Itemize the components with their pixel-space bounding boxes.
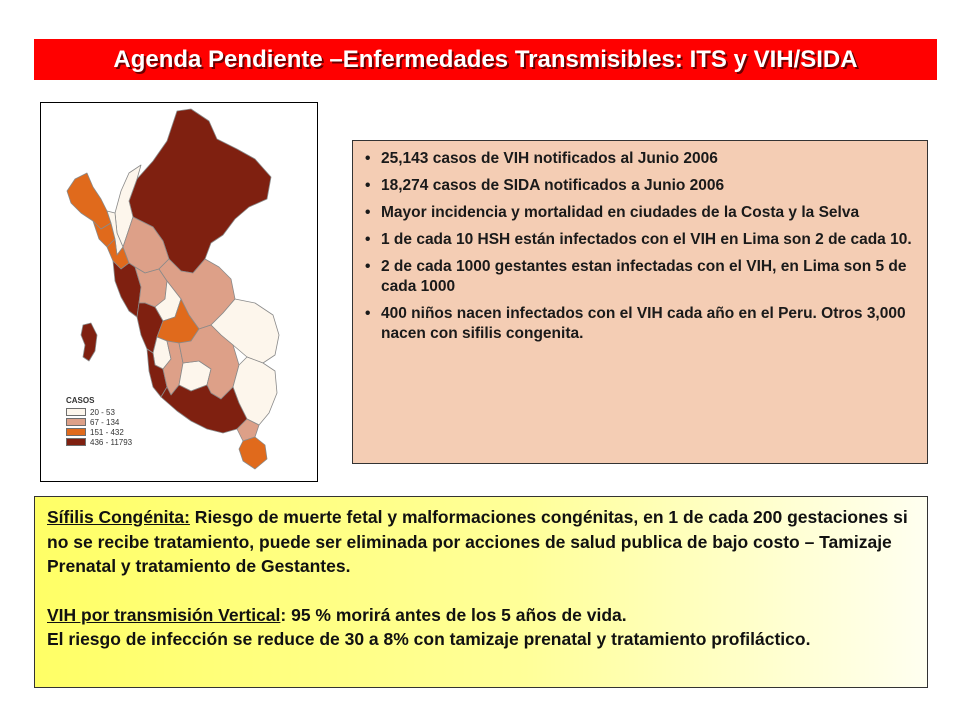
vih-paragraph [47,603,917,628]
fact-item [365,149,913,169]
legend-label: 151 - 432 [90,427,124,437]
legend-label: 20 - 53 [90,407,115,417]
legend-label: 67 - 134 [90,417,120,427]
bullet-icon: • [365,177,371,194]
region-arequipa [161,385,247,433]
fact-text: Mayor incidencia y mortalidad en ciudades de la Costa y la Selva [381,204,860,221]
sifilis-label: Sífilis Congénita: [47,507,190,527]
facts-panel [352,140,928,464]
legend-title: CASOS [66,396,95,405]
summary-panel [34,496,928,688]
map-legend [66,396,132,447]
sifilis-text: Riesgo de muerte fetal y malformaciones congénitas, en 1 de cada 200 gestaciones si no se recibe tratamiento, puede ser eliminada por acciones de salud publica de bajo costo – Tamizaje Prenatal y tratamiento de Gestantes. [47,507,908,576]
fact-text: 25,143 casos de VIH notificados al Junio 2006 [381,150,718,167]
bullet-icon: • [365,150,371,167]
fact-text: 18,274 casos de SIDA notificados a Junio 2006 [381,177,725,194]
legend-row [66,407,132,417]
legend-swatch [66,438,86,446]
legend-row [66,417,132,427]
fact-item [365,304,913,344]
facts-list [365,149,913,344]
legend-swatch [66,418,86,426]
bullet-icon: • [365,258,371,275]
fact-text: 400 niños nacen infectados con el VIH cada año en el Peru. Otros 3,000 nacen con sifilis congenita. [381,305,906,342]
peru-choropleth-map [40,102,318,482]
bullet-icon: • [365,305,371,322]
vih-label: VIH por transmisión Vertical [47,604,281,625]
bullet-icon: • [365,204,371,221]
fact-text: 2 de cada 1000 gestantes estan infectadas con el VIH, en Lima son 5 de cada 1000 [381,258,907,295]
spacer [47,579,917,603]
riesgo-paragraph: El riesgo de infección se reduce de 30 a 8% con tamizaje prenatal y tratamiento profiláctico. [47,629,811,649]
legend-row [66,427,132,437]
title-banner [34,39,937,80]
region-piura [67,173,111,229]
legend-row [66,437,132,447]
vih-text: : 95 % morirá antes de los 5 años de vida. [280,604,627,625]
page-title: Agenda Pendiente –Enfermedades Transmisibles: ITS y VIH/SIDA [113,45,858,73]
fact-item [365,230,913,250]
legend-swatch [66,408,86,416]
legend-label: 436 - 11793 [90,437,133,447]
fact-text: 1 de cada 10 HSH están infectados con el VIH en Lima son 2 de cada 10. [381,231,912,248]
fact-item [365,176,913,196]
fact-item [365,203,913,223]
legend-swatch [66,428,86,436]
region-callao [81,323,97,361]
bullet-icon: • [365,231,371,248]
region-tacna [239,437,267,469]
fact-item [365,257,913,297]
sifilis-paragraph [47,505,917,579]
